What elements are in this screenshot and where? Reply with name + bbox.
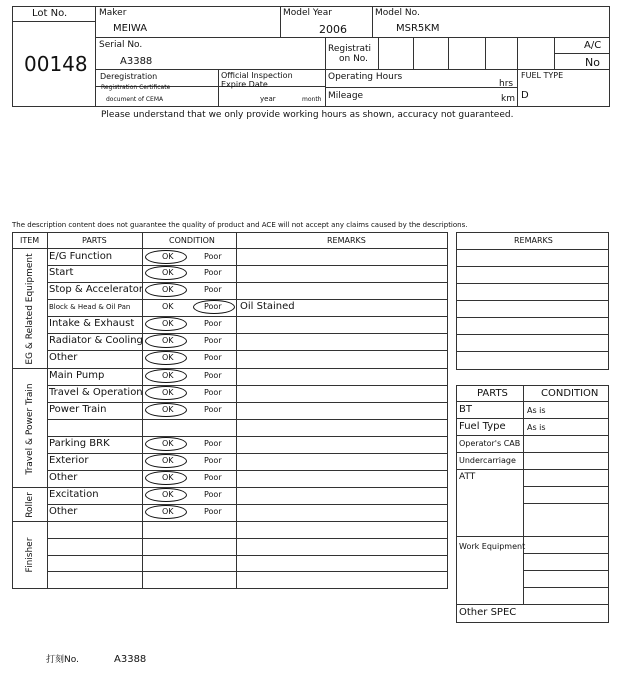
stamp-no-label: 打刻No.	[46, 655, 79, 665]
serial-no-label: Serial No.	[99, 40, 143, 50]
part-label: Power Train	[49, 404, 107, 415]
part-label: Travel & Operation	[49, 387, 143, 398]
condition-ok: OK	[162, 285, 174, 294]
condition-poor: Poor	[204, 439, 222, 448]
part-label: Other	[49, 506, 78, 517]
part-label: Excitation	[49, 489, 99, 500]
ok-circle-mark	[145, 369, 187, 383]
registration-label-2: on No.	[339, 54, 369, 64]
condition-poor: Poor	[204, 473, 222, 482]
ac-label: A/C	[584, 40, 602, 51]
part-label: Intake & Exhaust	[49, 318, 135, 329]
working-hours-notice: Please understand that we only provide working hours as shown, accuracy not guaranteed.	[101, 110, 514, 120]
right-part-bt: BT	[459, 404, 472, 415]
condition-ok: OK	[162, 268, 174, 277]
right-cond-fuel-type: As is	[527, 423, 546, 432]
cema-label: document of CEMA	[106, 96, 164, 103]
header-remarks-right: REMARKS	[514, 236, 553, 245]
part-label: E/G Function	[49, 251, 113, 262]
ok-circle-mark	[145, 471, 187, 485]
month-label: month	[302, 96, 322, 103]
part-label: Other	[49, 352, 78, 363]
registration-label-1: Registrati	[328, 44, 372, 54]
ac-value: No	[585, 56, 600, 69]
condition-poor: Poor	[204, 252, 222, 261]
model-year-label: Model Year	[283, 8, 332, 18]
group-label-eg: EG & Related Equipment	[25, 253, 35, 365]
model-no-value: MSR5KM	[396, 23, 440, 34]
poor-circle-mark	[193, 300, 235, 314]
ok-circle-mark	[145, 454, 187, 468]
condition-poor: Poor	[204, 490, 222, 499]
ok-circle-mark	[145, 250, 187, 264]
ok-circle-mark	[145, 505, 187, 519]
group-label-finisher: Finisher	[25, 537, 35, 573]
condition-poor: Poor	[204, 353, 222, 362]
right-part-fuel-type: Fuel Type	[459, 421, 506, 432]
stamp-no-value: A3388	[114, 654, 147, 665]
condition-poor: Poor	[204, 456, 222, 465]
fuel-type-label: FUEL TYPE	[521, 71, 564, 80]
condition-poor: Poor	[204, 388, 222, 397]
condition-poor: Poor	[204, 319, 222, 328]
remark-text: Oil Stained	[240, 301, 295, 312]
hrs-label: hrs	[499, 79, 514, 89]
fuel-type-value: D	[521, 90, 529, 101]
part-label: Exterior	[49, 455, 89, 466]
part-label: Main Pump	[49, 370, 105, 381]
model-year-value: 2006	[319, 23, 347, 36]
ok-circle-mark	[145, 488, 187, 502]
condition-ok: OK	[162, 439, 174, 448]
condition-ok: OK	[162, 302, 174, 311]
mileage-label: Mileage	[328, 91, 364, 101]
header-remarks: REMARKS	[327, 236, 366, 245]
serial-no-value: A3388	[120, 56, 153, 67]
ok-circle-mark	[145, 334, 187, 348]
maker-label: Maker	[99, 8, 127, 18]
condition-ok: OK	[162, 371, 174, 380]
condition-ok: OK	[162, 336, 174, 345]
ok-circle-mark	[145, 317, 187, 331]
lot-no-value: 00148	[24, 52, 88, 76]
right-part-att: ATT	[459, 472, 476, 482]
reg-certificate-label: Registration Certificate	[101, 84, 171, 91]
header-parts: PARTS	[82, 236, 107, 245]
ok-circle-mark	[145, 283, 187, 297]
year-label: year	[260, 95, 276, 103]
condition-ok: OK	[162, 405, 174, 414]
header-item: ITEM	[20, 236, 40, 245]
condition-poor: Poor	[204, 336, 222, 345]
header-condition: CONDITION	[169, 236, 215, 245]
part-label: Stop & Accelerator	[49, 284, 144, 295]
model-no-label: Model No.	[375, 8, 420, 18]
ok-circle-mark	[145, 386, 187, 400]
condition-poor: Poor	[204, 285, 222, 294]
right-part-undercarriage: Undercarriage	[459, 456, 516, 465]
other-spec-label: Other SPEC	[459, 607, 517, 618]
ok-circle-mark	[145, 266, 187, 280]
condition-poor: Poor	[204, 268, 222, 277]
deregistration-label: Deregistration	[100, 72, 158, 81]
expire-date-label: Expire Date	[221, 80, 268, 89]
disclaimer-text: The description content does not guarantee the quality of product and ACE will not accept any claims caused by the descriptions.	[12, 221, 468, 229]
condition-ok: OK	[162, 353, 174, 362]
condition-poor: Poor	[204, 507, 222, 516]
condition-ok: OK	[162, 473, 174, 482]
maker-value: MEIWA	[113, 23, 148, 34]
condition-ok: OK	[162, 388, 174, 397]
km-label: km	[501, 94, 515, 104]
part-label: Block & Head & Oil Pan	[49, 303, 131, 311]
condition-poor: Poor	[204, 302, 222, 311]
official-inspection-label: Official Inspection	[221, 71, 293, 80]
condition-ok: OK	[162, 490, 174, 499]
operating-hours-label: Operating Hours	[328, 72, 403, 82]
ok-circle-mark	[145, 351, 187, 365]
group-label-travel: Travel & Power Train	[25, 383, 35, 475]
right-parts-header: PARTS	[477, 388, 508, 399]
ok-circle-mark	[145, 437, 187, 451]
condition-poor: Poor	[204, 371, 222, 380]
work-equipment-label: Work Equipment	[459, 542, 526, 551]
condition-ok: OK	[162, 319, 174, 328]
right-cond-bt: As is	[527, 406, 546, 415]
condition-poor: Poor	[204, 405, 222, 414]
part-label: Start	[49, 267, 74, 278]
ok-circle-mark	[145, 403, 187, 417]
group-label-roller: Roller	[25, 492, 35, 518]
condition-ok: OK	[162, 252, 174, 261]
part-label: Radiator & Cooling	[49, 335, 143, 346]
right-part-operator-cab: Operator's CAB	[459, 439, 521, 448]
condition-ok: OK	[162, 456, 174, 465]
condition-ok: OK	[162, 507, 174, 516]
part-label: Parking BRK	[49, 438, 110, 449]
part-label: Other	[49, 472, 78, 483]
lot-no-label: Lot No.	[32, 8, 68, 19]
right-condition-header: CONDITION	[541, 388, 599, 399]
